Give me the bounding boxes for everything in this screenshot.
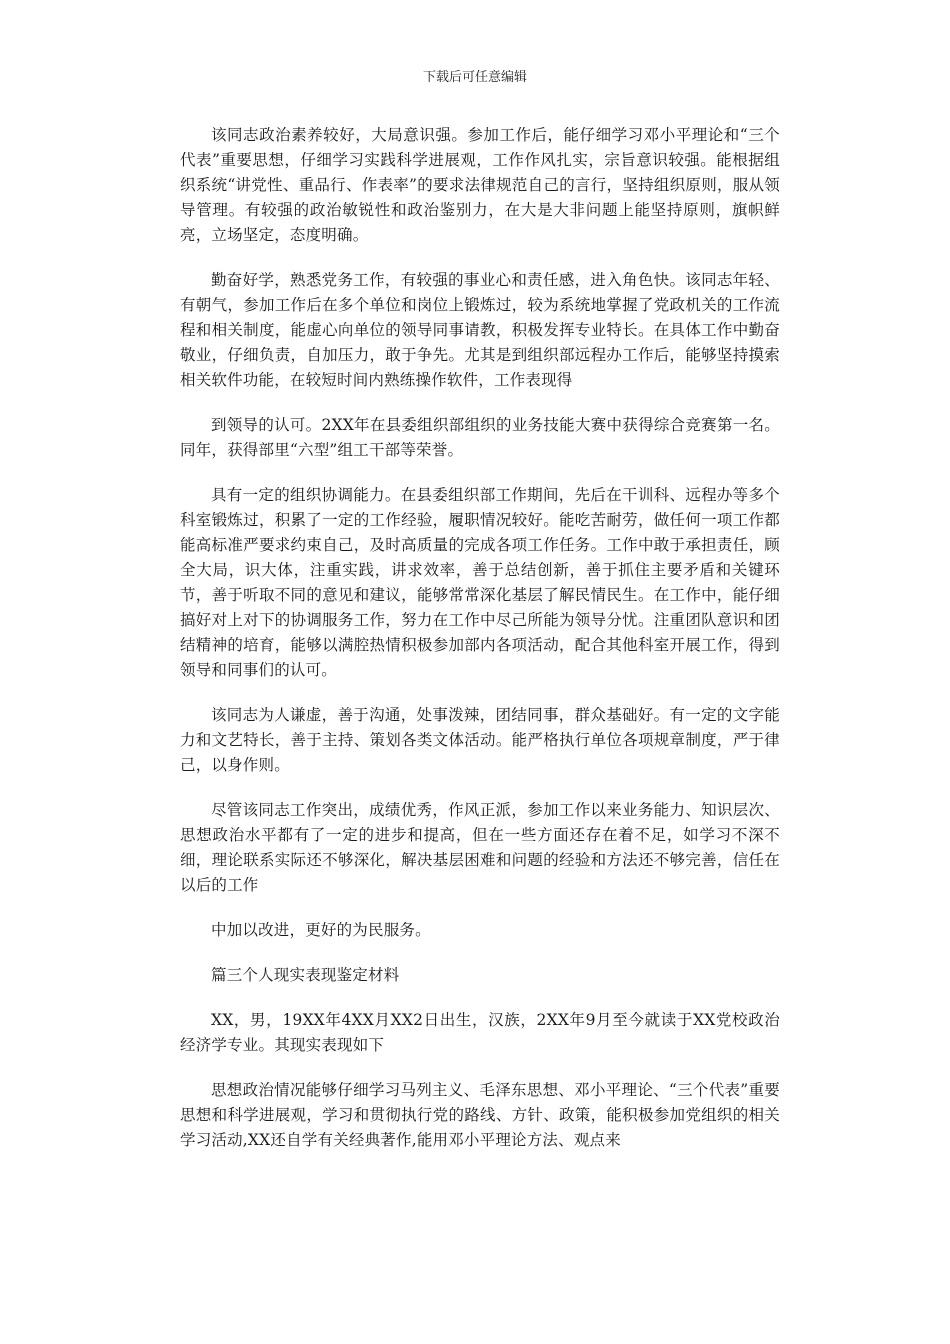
- paragraph: XX，男，19XX年4XX月XX2日出生，汉族，2XX年9月至今就读于XX党校政治经济学专业。其现实表现如下: [180, 1011, 780, 1054]
- paragraph: 勤奋好学，熟悉党务工作，有较强的事业心和责任感，进入角色快。该同志年轻、有朝气，参加工作后在多个单位和岗位上锻炼过，较为系统地掌握了党政机关的工作流程和相关制度，能虚心向单位的领导同事请教，积极发挥专业特长。在具体工作中勤奋敬业，仔细负责，自加压力，敢于争先。尤其是到组织部远程办工作后，能够坚持摸索相关软件功能，在较短时间内熟练操作软件，工作表现得: [180, 271, 780, 389]
- document-body: [180, 123, 780, 1173]
- paragraph: 该同志政治素养较好，大局意识强。参加工作后，能仔细学习邓小平理论和“三个代表”重要思想，仔细学习实践科学进展观，工作作风扎实，宗旨意识较强。能根据组织系统“讲党性、重品行、作表率”的要求法律规范自己的言行，坚持组织原则，服从领导管理。有较强的政治敏锐性和政治鉴别力，在大是大非问题上能坚持原则，旗帜鲜亮，立场坚定，态度明确。: [180, 126, 780, 244]
- paragraph: 具有一定的组织协调能力。在县委组织部工作期间，先后在干训科、远程办等多个科室锻炼过，积累了一定的工作经验，履职情况较好。能吃苦耐劳，做任何一项工作都能高标准严要求约束自己，及时高质量的完成各项工作任务。工作中敢于承担责任，顾全大局，识大体，注重实践，讲求效率，善于总结创新，善于抓住主要矛盾和关键环节，善于听取不同的意见和建议，能够常常深化基层了解民情民生。在工作中，能仔细搞好对上对下的协调服务工作，努力在工作中尽己所能为领导分忧。注重团队意识和团结精神的培育，能够以满腔热情积极参加部内各项活动，配合其他科室开展工作，得到领导和同事们的认可。: [180, 486, 780, 679]
- paragraph: 中加以改进，更好的为民服务。: [211, 921, 431, 939]
- header-note: 下载后可任意编辑: [422, 70, 527, 85]
- paragraph: 思想政治情况能够仔细学习马列主义、毛泽东思想、邓小平理论、“三个代表”重要思想和科学进展观，学习和贯彻执行党的路线、方针、政策，能积极参加党组织的相关学习活动,XX还自学有关经典著作,能用邓小平理论方法、观点来: [180, 1081, 780, 1149]
- paragraph: 该同志为人谦虚，善于沟通，处事泼辣，团结同事，群众基础好。有一定的文字能力和文艺特长，善于主持、策划各类文体活动。能严格执行单位各项规章制度，严于律己，以身作则。: [180, 706, 780, 774]
- section-title: 篇三个人现实表现鉴定材料: [211, 966, 400, 984]
- paragraph: 到领导的认可。2XX年在县委组织部组织的业务技能大赛中获得综合竞赛第一名。同年，获得部里“六型”组工干部等荣誉。: [180, 416, 780, 459]
- paragraph: 尽管该同志工作突出，成绩优秀，作风正派，参加工作以来业务能力、知识层次、思想政治水平都有了一定的进步和提高，但在一些方面还存在着不足，如学习不深不细，理论联系实际还不够深化，解决基层困难和问题的经验和方法还不够完善，信任在以后的工作: [180, 801, 780, 894]
